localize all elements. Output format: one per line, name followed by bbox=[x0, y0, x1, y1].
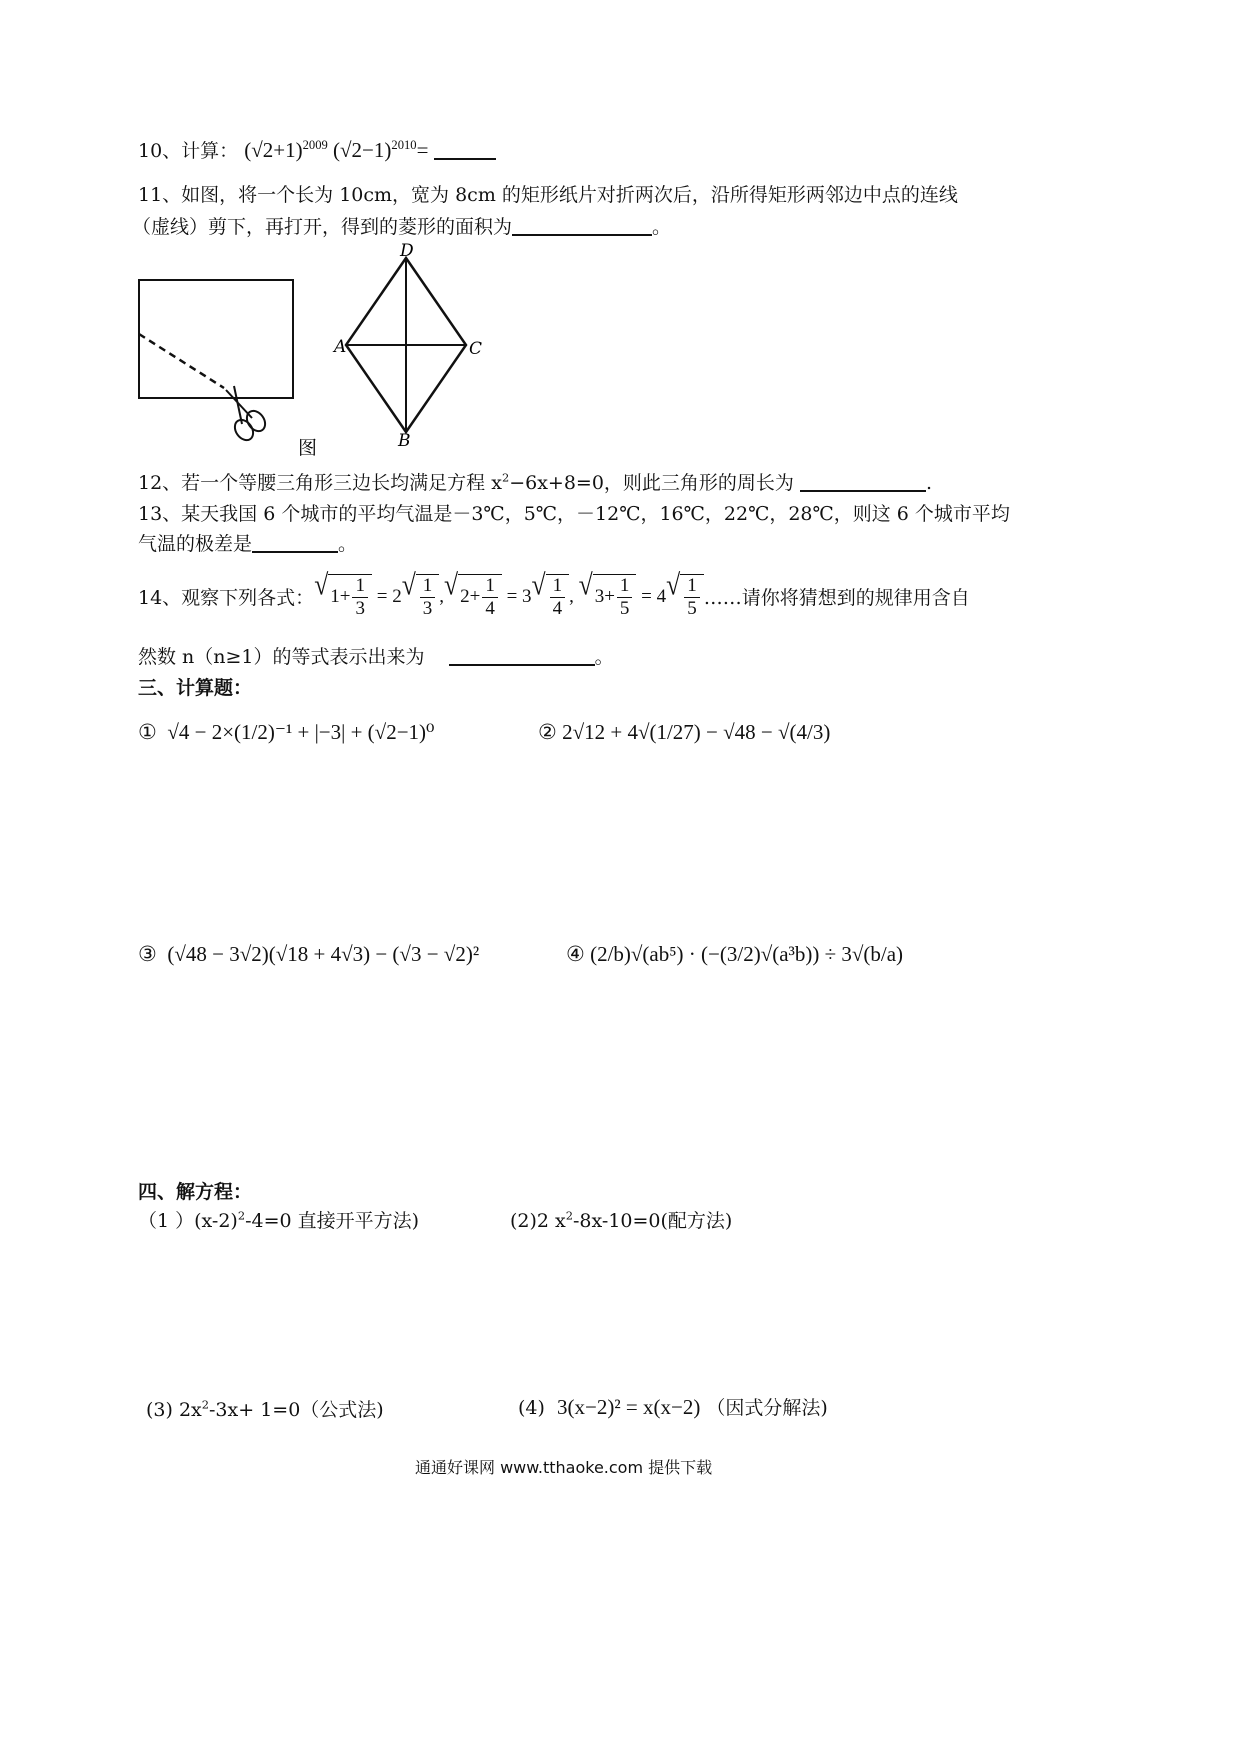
scissors-icon bbox=[226, 386, 269, 444]
calc-problem-2: ② 2√12 + 4√(1/27) − √48 − √(4/3) bbox=[538, 720, 831, 744]
footer-source: 通通好课网 www.tthaoke.com 提供下载 bbox=[415, 1458, 713, 1477]
equation-1: （1 ）$(x-2)^2-4=0$ 直接开平方法) bbox=[138, 1208, 420, 1232]
paper-rectangle bbox=[139, 280, 293, 398]
q13-answer-blank[interactable] bbox=[252, 532, 338, 553]
q12-answer-blank[interactable] bbox=[800, 471, 926, 492]
q10-answer-blank[interactable] bbox=[434, 139, 496, 160]
calc-3-expression: (√48 − 3√2)(√18 + 4√3) − (√3 − √2)² bbox=[167, 942, 480, 966]
calc-problem-1: ① √4 − 2×(1/2)⁻¹ + |−3| + (√2−1)⁰ bbox=[138, 720, 435, 744]
q14-answer-blank[interactable] bbox=[449, 645, 595, 666]
q14-formula-1: √ 1 + $\frac{1}{3}$ bbox=[314, 574, 372, 620]
q10-expression: $(√2+1)^{2009}$ $(√2-1)^{2010}=$ bbox=[244, 138, 429, 162]
q10-label: 10、计算： bbox=[138, 140, 239, 162]
equation-3: (3) $2x^2-3x+ 1=0$（公式法) bbox=[146, 1397, 384, 1421]
calc-4-expression: (2/b)√(ab⁵) · (−(3/2)√(a³b)) ÷ 3√(b/a) bbox=[590, 942, 904, 966]
figure-rectangle-and-rhombus bbox=[130, 240, 510, 462]
calc-1-expression: √4 − 2×(1/2)⁻¹ + |−3| + (√2−1)⁰ bbox=[167, 720, 435, 744]
calc-problem-4: ④ (2/b)√(ab⁵) · (−(3/2)√(a³b)) ÷ 3√(b/a) bbox=[566, 942, 904, 966]
equation-4-math: 3(x−2)² = x(x−2) bbox=[557, 1395, 701, 1419]
equation-4: (4) 3(x−2)² = x(x−2) （因式分解法) bbox=[518, 1395, 828, 1419]
question-10 bbox=[138, 136, 496, 163]
q14-formula-3: √ 3 + $\frac{1}{5}$ bbox=[579, 574, 637, 620]
cut-line-dashed bbox=[139, 334, 224, 388]
question-13-line-1: 13、某天我国 6 个城市的平均气温是－3℃，5℃，－12℃，16℃，22℃，28℃，则这 6 个城市平均 bbox=[138, 503, 1010, 525]
q14-formulas: √ 1 + $\frac{1}{3}$ = 2 √ $\frac{1}{3}$ , √ 2 + $\frac{1}{4}$ = 3 √ $\frac{1}{4}$ , √ 3 + $\frac{1}{5}$ = 4 √ $\frac{1}{5}$ bbox=[314, 574, 704, 620]
q14-formula-2: √ 2 + $\frac{1}{4}$ bbox=[444, 574, 502, 620]
figure-caption: 图 bbox=[298, 437, 318, 459]
calc-problem-3: ③ (√48 − 3√2)(√18 + 4√3) − (√3 − √2)² bbox=[138, 942, 480, 966]
question-14: 14、观察下列各式： √ 1 + $\frac{1}{3}$ = 2 √ $\frac{1}{3}$ , √ 2 + $\frac{1}{4}$ = 3 √ $\frac{1}{4}$ , √ 3 + $\frac{1}{5}$ = 4 √ $\frac{1}{5}$ ……请你将猜想到的规律用含自 bbox=[138, 568, 970, 619]
section-3-title: 三、计算题： bbox=[138, 677, 253, 699]
question-12: 12、若一个等腰三角形三边长均满足方程 $x^2-6x+8=0$，则此三角形的周长为 . bbox=[138, 470, 933, 494]
q11-answer-blank[interactable] bbox=[512, 215, 652, 236]
vertex-c-label: C bbox=[469, 339, 483, 359]
vertex-b-label: B bbox=[398, 431, 411, 451]
calc-2-expression: 2√12 + 4√(1/27) − √48 − √(4/3) bbox=[562, 720, 831, 744]
equation-2: (2)2 $x^2-8x-10=0$(配方法) bbox=[510, 1208, 733, 1232]
section-4-title: 四、解方程： bbox=[138, 1181, 253, 1203]
question-11-line-2: （虚线）剪下，再打开，得到的菱形的面积为 。 bbox=[132, 216, 672, 238]
vertex-a-label: A bbox=[334, 337, 347, 357]
question-11-line-1: 11、如图，将一个长为 10cm，宽为 8cm 的矩形纸片对折两次后，沿所得矩形两邻边中点的连线 bbox=[138, 184, 958, 206]
question-14-line-2: 然数 n（n≥1）的等式表示出来为 。 bbox=[138, 646, 614, 668]
question-13-line-2: 气温的极差是 。 bbox=[138, 533, 358, 555]
vertex-d-label: D bbox=[400, 241, 414, 261]
